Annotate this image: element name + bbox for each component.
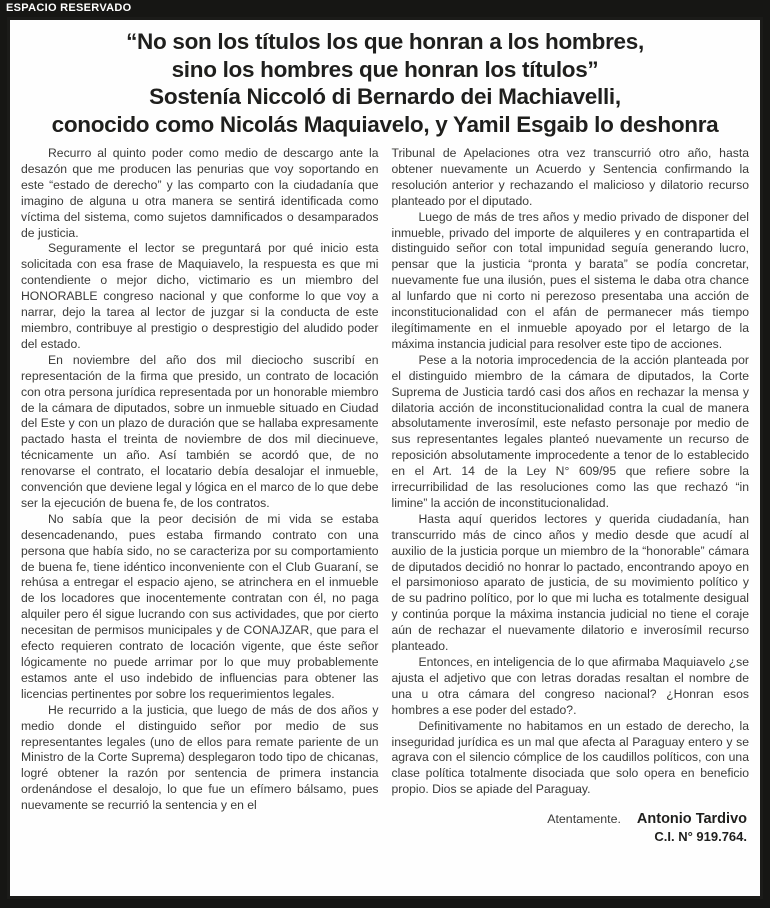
paragraph: No sabía que la peor decisión de mi vida se estaba desencadenando, pues estaba firmando contrato con una persona que había sido, no se caracteriza por su comportamiento de buena fe, tiene idéntico inconveniente con el Club Guaraní, se rehúsa a entregar el espacio ajeno, se atrinchera en el inmueble de los locadores que inocentemente contratan con él, no paga alquiler pero él sigue lucrando con sus actividades, que por cierto necesitan de permisos municipales y de CONAJZAR, que para el efecto requieren contrato de locación vigente, que éste señor lógicamente no puede arrimar por lo que muy probablemente estamos ante el uso indebido de influencias para obtener las licencias pertinentes por sobre los requerimientos legales.: [21, 511, 379, 701]
paragraph: Pese a la notoria improcedencia de la acción planteada por el distinguido miembro de la cámara de diputados, la Corte Suprema de Justicia tardó casi dos años en rechazar la mensa y dilatoria acción de inconstitucionalidad contra la cual de manera absolutamente inverosímil, este nefasto personaje por medio de sus representantes legales planteó nuevamente un recurso de reposición absolutamente improcedente a tenor de lo establecido en el Art. 14 de la Ley N° 609/95 que refiere sobre la irrecurribilidad de las resoluciones como las que rechazó “in limine” la acción de inconstitucionalidad.: [391, 352, 749, 510]
paragraph: Seguramente el lector se preguntará por qué inicio esta solicitada con esa frase de Maquiavelo, la respuesta es que mi contendiente o mejor dicho, victimario es un miembro del HONORABLE congreso nacional y que conforme lo que voy a narrar, dejo la tarea al lector de juzgar si la conducta de este miembro, contribuye al prestigio o desprestigio del aludido poder del estado.: [21, 241, 379, 351]
signature: [392, 810, 750, 845]
signature-name: Antonio Tardivo: [636, 811, 747, 828]
headline-quote-line-2: sino los hombres que honran los títulos”: [171, 56, 599, 82]
signature-closing: Atentamente.: [547, 812, 621, 827]
headline-quote-line-1: “No son los títulos los que honran a los hombres,: [126, 29, 644, 54]
headline-attribution-line-1: Sostenía Niccoló di Bernardo dei Machiavelli,: [149, 84, 621, 109]
signature-id-number: C.I. N° 919.764.: [654, 829, 747, 845]
paragraph: Tribunal de Apelaciones otra vez transcurrió otro año, hasta obtener nuevamente un Acuerdo y Sentencia confirmando la resolución anterior y rechazando el malicioso y dilatorio recurso planteado por el diputado.: [391, 146, 749, 208]
masthead-label: ESPACIO RESERVADO: [0, 0, 770, 17]
right-column: [392, 146, 750, 845]
paragraph: Luego de más de tres años y medio privado de disponer del inmueble, privado del importe de alquileres y en contrapartida el distinguido señor con total impunidad seguía generando lucro, pensar que la justicia “pronta y barata” se podía concretar, nuevamente fue una ilusión, pues el sistema le daba otra chance al lunfardo que ni corto ni perezoso presentaba una acción de inconstitucionalidad con el afán de permanecer más tiempo ilegítimamente en el inmueble apoyado por el letargo de la máxima instancia judicial para resolver este tipo de acciones.: [391, 209, 749, 351]
paragraph: Hasta aquí queridos lectores y querida ciudadanía, han transcurrido más de cinco años y medio desde que acudí al auxilio de la justicia porque un miembro de la “honorable” cámara de diputados decidió no honrar lo pactado, encontrando apoyo en el parsimonioso aparato de justicia, de su movimiento político y de su padrino político, por lo que mi lucha es totalmente desigual y continúa porque la máxima instancia judicial no tiene el coraje aún de rechazar el nuevamente dilatorio e inverosímil recurso planteado.: [391, 511, 749, 654]
paragraph: Recurro al quinto poder como medio de descargo ante la desazón que me producen las penurias que voy soportando en este “estado de derecho” y las comparto con la ciudadanía que imagino de alguna u otra manera se sentirá identificada como víctima del sistema, como sujetos damnificados o desamparados de justicia.: [21, 146, 379, 240]
paragraph: Definitivamente no habitamos en un estado de derecho, la inseguridad jurídica es un mal que afecta al Paraguay entero y se agrava con el silencio cómplice de los caudillos políticos, con una clase política totalmente disociada que solo opera en beneficio propio. Dios se apiade del Paraguay.: [391, 718, 749, 797]
signature-block: [637, 810, 747, 845]
left-column: [21, 146, 379, 845]
headline-attribution-line-2: conocido como Nicolás Maquiavelo, y Yamil Esgaib lo deshonra: [51, 111, 719, 137]
article-columns: [19, 146, 751, 845]
advertisement-box: [7, 17, 763, 899]
headline: [19, 28, 751, 138]
paragraph: En noviembre del año dos mil dieciocho suscribí en representación de la firma que presido, un contrato de locación con otra persona jurídica representada por un honorable miembro de la cámara de diputados, sobre un inmueble situado en Ciudad del Este y con un plazo de duración que se hallaba expresamente pactado hasta el treinta de noviembre de dos mil diecinueve, técnicamente un año. Así también se acordó que, de no renovarse el contrato, el locatario debía desalojar el inmueble, convención que deviene legal y lógica en el marco de lo que debe ser la ejecución de buena fe, de los contratos.: [21, 352, 379, 510]
paragraph: He recurrido a la justicia, que luego de más de dos años y medio donde el distinguido señor por medio de sus representantes legales (uno de ellos para remate pariente de un Ministro de la Corte Suprema) desplegaron todo tipo de chicanas, logré obtener la razón por sentencia de primera instancia ordenándose el desalojo, lo que fue un efímero bálsamo, pues nuevamente se recurrió la sentencia y en el: [21, 702, 379, 813]
paragraph: Entonces, en inteligencia de lo que afirmaba Maquiavelo ¿se ajusta el adjetivo que con letras doradas resaltan el nombre de una u otra cámara del congreso nacional? ¿Honran esos hombres a ese poder del estado?.: [391, 655, 749, 717]
